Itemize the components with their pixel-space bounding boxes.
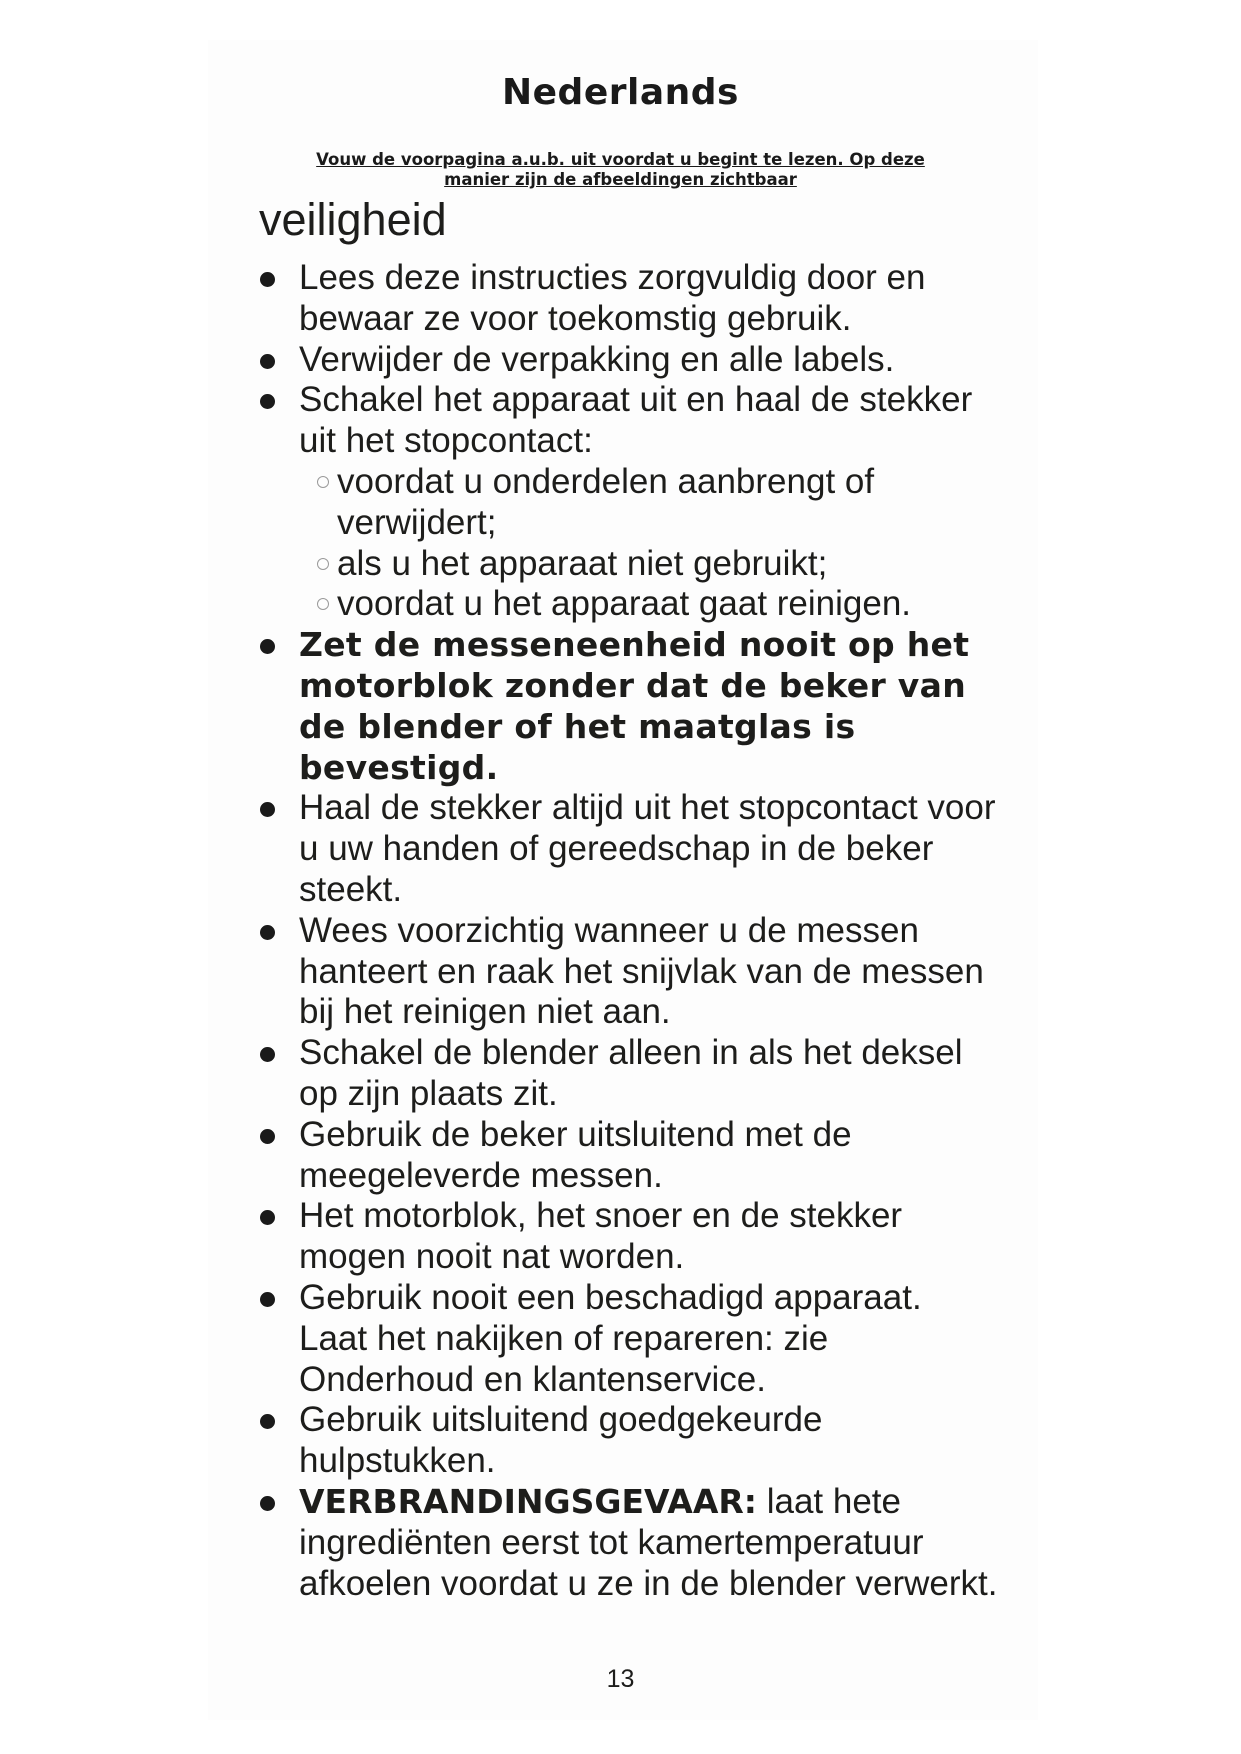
list-item-text: laat hete ingrediënten eerst tot kamertemperatuur afkoelen voordat u ze in de blender verwerkt.: [299, 1481, 998, 1603]
circle-bullet-icon: [317, 598, 329, 610]
bullet-icon: [260, 272, 275, 287]
list-item-text: Zet de messeneenheid nooit op het motorblok zonder dat de beker van de blender of het maatglas is bevestigd.: [299, 625, 970, 787]
list-item: [0, 1278, 999, 1400]
bullet-icon: [260, 1414, 275, 1429]
list-item-burn-warning: [0, 1482, 999, 1604]
bullet-icon: [260, 1292, 275, 1307]
circle-bullet-icon: [317, 476, 329, 488]
sub-list-item: [299, 544, 957, 585]
list-item-text: Haal de stekker altijd uit het stopcontact voor u uw handen of gereedschap in de beker steekt.: [299, 788, 996, 909]
list-item-text: Schakel het apparaat uit en haal de stekker uit het stopcontact:: [299, 380, 973, 461]
list-item-text: Gebruik nooit een beschadigd apparaat. Laat het nakijken of repareren: zie Onderhoud en klantenservice.: [299, 1277, 922, 1399]
bullet-icon: [260, 1047, 275, 1062]
sub-list-item: [299, 584, 957, 625]
page-number: 13: [606, 1665, 635, 1693]
bullet-icon: [260, 1210, 275, 1225]
safety-list: [0, 258, 1241, 1604]
sub-list-item-text: voordat u het apparaat gaat reinigen.: [337, 584, 912, 624]
fold-out-note-line: manier zijn de afbeeldingen zichtbaar: [444, 170, 797, 189]
bullet-icon: [260, 925, 275, 940]
sub-list-item-text: voordat u onderdelen aanbrengt of verwijdert;: [337, 461, 875, 542]
bullet-icon: [260, 354, 275, 369]
bullet-icon: [260, 802, 275, 817]
sub-list-item-text: als u het apparaat niet gebruikt;: [337, 543, 828, 583]
section-heading: veiligheid: [259, 194, 447, 245]
list-item: [0, 1400, 999, 1482]
language-title: Nederlands: [502, 72, 739, 113]
bullet-icon: [260, 639, 275, 654]
list-item-text: Verwijder de verpakking en alle labels.: [299, 339, 895, 379]
list-item: [0, 340, 999, 381]
circle-bullet-icon: [317, 558, 329, 570]
list-item-warning: [0, 625, 999, 788]
bullet-icon: [260, 1496, 275, 1511]
fold-out-note-line: Vouw de voorpagina a.u.b. uit voordat u begint te lezen. Op deze: [316, 150, 925, 169]
fold-out-note: [0, 150, 1241, 190]
list-item: [0, 1115, 999, 1197]
list-item: [0, 788, 999, 910]
bullet-icon: [260, 1129, 275, 1144]
list-item-text: Het motorblok, het snoer en de stekker mogen nooit nat worden.: [299, 1196, 903, 1277]
sub-list: [299, 462, 999, 625]
list-item: [0, 1196, 999, 1278]
list-item-text: Lees deze instructies zorgvuldig door en bewaar ze voor toekomstig gebruik.: [299, 258, 926, 338]
list-item: [0, 1033, 999, 1115]
list-item-text: Schakel de blender alleen in als het deksel op zijn plaats zit.: [299, 1033, 963, 1113]
list-item: [0, 380, 999, 625]
list-item: [0, 258, 999, 340]
sub-list-item: [299, 462, 957, 544]
list-item-text: Wees voorzichtig wanneer u de messen hanteert en raak het snijvlak van de messen bij het reinigen niet aan.: [299, 910, 984, 1032]
list-item-text: Gebruik uitsluitend goedgekeurde hulpstukken.: [299, 1400, 823, 1481]
bullet-icon: [260, 394, 275, 409]
warning-label: VERBRANDINGSGEVAAR:: [299, 1481, 757, 1521]
list-item-text: Gebruik de beker uitsluitend met de meegeleverde messen.: [299, 1114, 852, 1195]
list-item: [0, 911, 999, 1033]
